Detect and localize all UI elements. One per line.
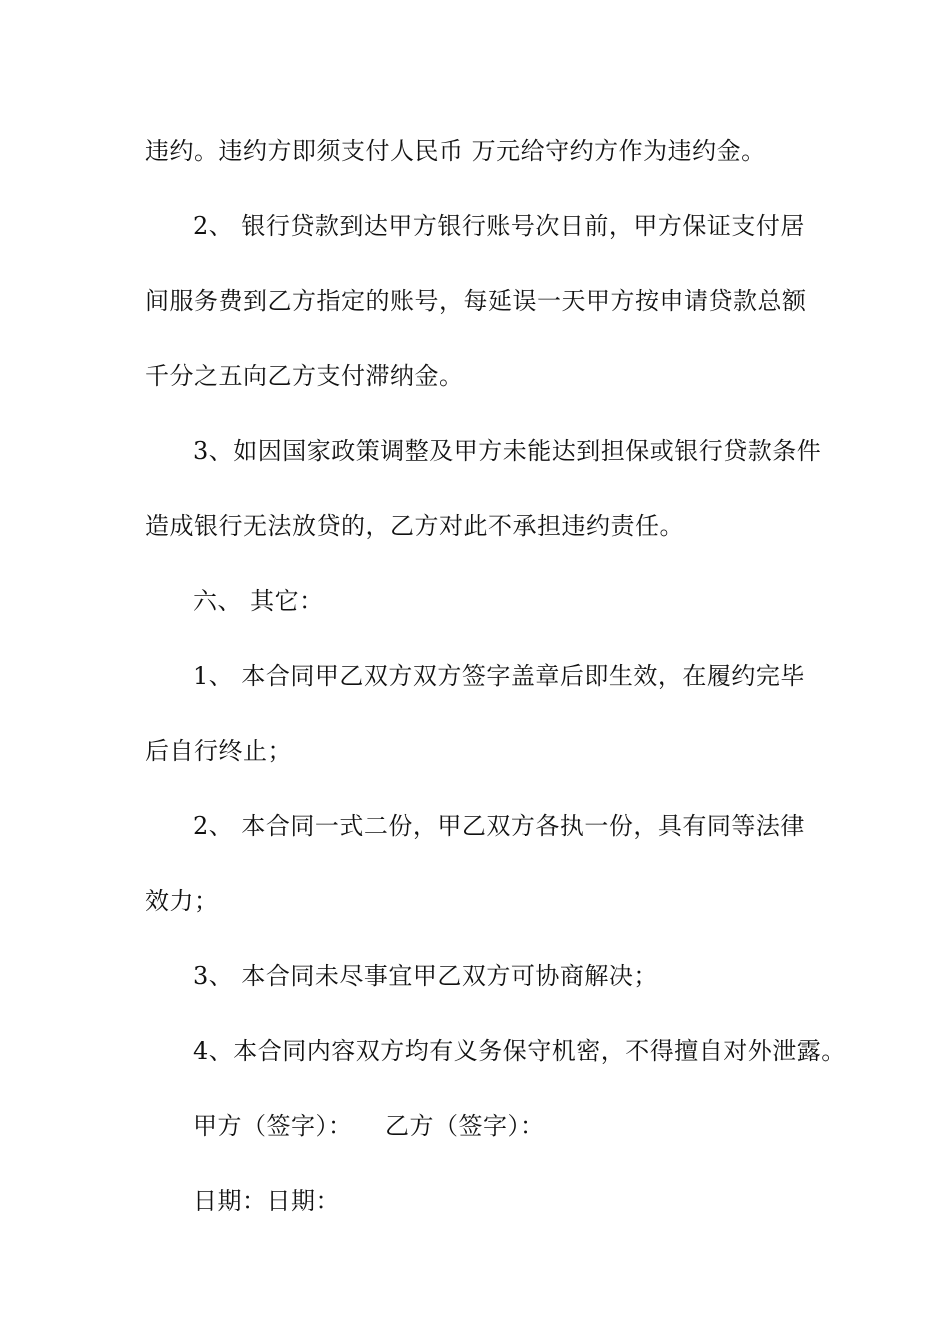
paragraph-line: 后自行终止； [145,737,292,765]
date-line: 日期：日期： [193,1187,340,1215]
paragraph-line: 间服务费到乙方指定的账号，每延误一天甲方按申请贷款总额 [145,287,807,315]
paragraph-line: 效力； [145,887,219,915]
other-clause-2-line: 2、 本合同一式二份，甲乙双方各执一份，具有同等法律 [193,812,805,840]
clause-3-line: 3、如因国家政策调整及甲方未能达到担保或银行贷款条件 [193,437,822,465]
signature-line: 甲方（签字）： 乙方（签字）： [193,1112,545,1140]
section-heading-other: 六、 其它： [193,587,324,615]
other-clause-4-line: 4、本合同内容双方均有义务保守机密，不得擅自对外泄露。 [193,1037,846,1065]
other-clause-1-line: 1、 本合同甲乙双方双方签字盖章后即生效，在履约完毕 [193,662,805,690]
paragraph-line: 违约。违约方即须支付人民币 万元给守约方作为违约金。 [145,137,766,165]
paragraph-line: 千分之五向乙方支付滞纳金。 [145,362,464,390]
paragraph-line: 造成银行无法放贷的，乙方对此不承担违约责任。 [145,512,684,540]
other-clause-3-line: 3、 本合同未尽事宜甲乙双方可协商解决； [193,962,658,990]
clause-2-line: 2、 银行贷款到达甲方银行账号次日前，甲方保证支付居 [193,212,805,240]
